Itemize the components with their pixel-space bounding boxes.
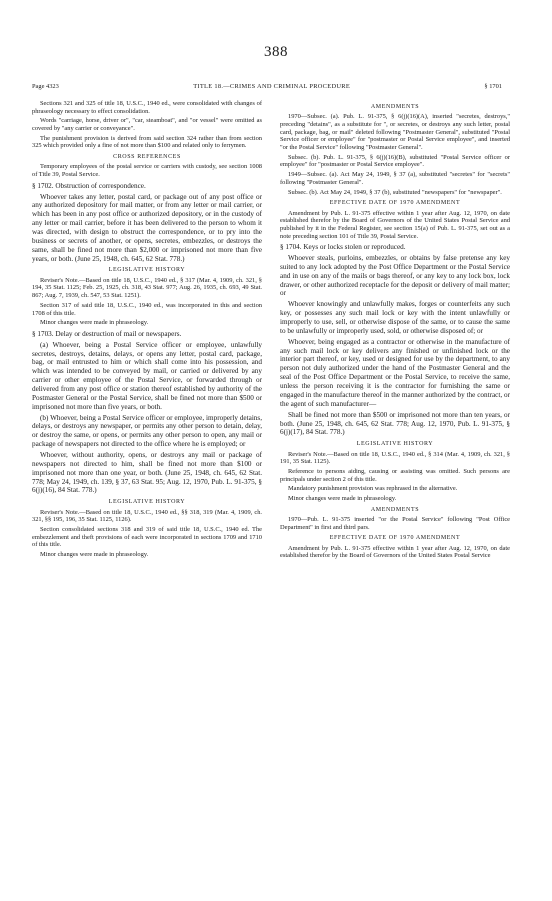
- header-section-ref: § 1701: [484, 83, 502, 90]
- note-paragraph: The punishment provision is derived from said section 324 rather than from section 325 which provided only a fine of not more than $100 and related only to ferrymen.: [32, 134, 262, 150]
- note-paragraph: 1970—Pub. L. 91-375 inserted "or the Postal Service" following "Post Office Department" in first and third pars.: [280, 515, 510, 531]
- subheading: AMENDMENTS: [370, 506, 420, 513]
- note-paragraph: Reviser's Note.—Based on title 18, U.S.C., 1940 ed., § 317 (Mar. 4, 1909, ch. 321, § 194, 35 Stat. 1125; Feb. 25, 1925, ch. 318, 43 Stat. 977; Aug. 26, 1935, ch. 693, 49 Stat. 867; Aug. 7, 1939, ch. 547, 53 Stat. 1251).: [32, 276, 262, 300]
- subheading: EFFECTIVE DATE OF 1970 AMENDMENT: [329, 535, 461, 542]
- note-paragraph: Section 317 of said title 18, U.S.C., 1940 ed., was incorporated in this and section 1708 of this title.: [32, 301, 262, 317]
- running-header: [32, 83, 502, 90]
- statute-paragraph: Whoever takes any letter, postal card, or package out of any post office or any authorized depository for mail matter, or from any letter or mail carrier, or which has been in any post office or authorized depository, or in the custody of any letter or mail carrier, before it has been delivered to the person to whom it was directed, with design to obstruct the correspondence, or to pry into the business or secrets of another, or opens, secretes, embezzles, or destroys the same, shall be fined not more than $2,000 or imprisoned not more than five years, or both. (June 25, 1948, ch. 645, 62 Stat. 778.): [32, 192, 262, 263]
- subheading: LEGISLATIVE HISTORY: [356, 441, 434, 448]
- section-heading: § 1702. Obstruction of correspondence.: [32, 181, 146, 190]
- section-heading: § 1704. Keys or locks stolen or reproduced.: [280, 243, 406, 252]
- right-column: [280, 100, 510, 562]
- note-paragraph: Subsec. (b). Act May 24, 1949, § 37 (b), substituted "newspapers" for "newspaper".: [288, 188, 502, 196]
- statute-paragraph: Shall be fined not more than $500 or imprisoned not more than ten years, or both. (June 25, 1948, ch. 645, 62 Stat. 778; Aug. 12, 1970, Pub. L. 91-375, § 6(j)(17), 84 Stat. 778.): [280, 410, 510, 437]
- note-paragraph: Amendment by Pub. L. 91-375 effective within 1 year after Aug. 12, 1970, on date established therefor by the Board of Governors of the United States Postal Service and published by it in the Federal Register, see section 15(a) of Pub. L. 91-375, set out as a note preceding section 101 of Title 39, Postal Service.: [280, 209, 510, 240]
- note-paragraph: Sections 321 and 325 of title 18, U.S.C., 1940 ed., were consolidated with changes of phraseology necessary to effect consolidation.: [32, 100, 262, 115]
- note-paragraph: Minor changes were made in phraseology.: [40, 319, 149, 327]
- note-paragraph: Reference to persons aiding, causing or assisting was omitted. Such persons are principals under section 2 of this title.: [280, 467, 510, 483]
- header-title: TITLE 18.—CRIMES AND CRIMINAL PROCEDURE: [193, 83, 351, 90]
- statute-paragraph: (b) Whoever, being a Postal Service officer or employee, improperly detains, delays, or destroys any newspaper, or permits any other person to detain, delay, or destroy the same, or opens, or permits any other person to open, any mail or package of newspapers not directed to the office where he is employed; or: [32, 413, 262, 449]
- note-paragraph: Minor changes were made in phraseology.: [288, 494, 397, 502]
- note-paragraph: Amendment by Pub. L. 91-375 effective within 1 year after Aug. 12, 1970, on date established therefor by the Board of Governors of the United States Postal Service: [280, 544, 510, 560]
- section-heading: § 1703. Delay or destruction of mail or newspapers.: [32, 329, 182, 338]
- subheading: LEGISLATIVE HISTORY: [108, 267, 186, 274]
- statute-paragraph: Whoever steals, purloins, embezzles, or obtains by false pretense any key suited to any lock adopted by the Post Office Department or the Postal Service and in use on any of the mails or bags thereof, or any key to any lock box, lock drawer, or other authorized receptacle for the deposit or delivery of mail matter; or: [280, 254, 510, 298]
- note-paragraph: Reviser's Note.—Based on title 18, U.S.C., 1940 ed., § 314 (Mar. 4, 1909, ch. 321, § 191, 35 Stat. 1125).: [280, 450, 510, 466]
- subheading: AMENDMENTS: [370, 104, 420, 110]
- note-paragraph: Minor changes were made in phraseology.: [40, 551, 149, 559]
- note-paragraph: Words "carriage, horse, driver or", "car, steamboat", and "or vessel" were omitted as covered by "any carrier or conveyance".: [32, 117, 262, 133]
- note-paragraph: 1949—Subsec. (a). Act May 24, 1949, § 37 (a), substituted "secretes" for "secrets" following "Postmaster General".: [280, 171, 510, 186]
- note-paragraph: Reviser's Note.—Based on title 18, U.S.C., 1940 ed., §§ 318, 319 (Mar. 4, 1909, ch. 321, §§ 195, 196, 35 Stat. 1125, 1126).: [32, 508, 262, 524]
- subheading: LEGISLATIVE HISTORY: [108, 499, 186, 506]
- left-column: [32, 100, 262, 561]
- note-paragraph: Mandatory punishment provision was rephrased in the alternative.: [288, 485, 458, 493]
- page-number: 388: [264, 44, 288, 60]
- note-paragraph: Subsec. (b). Pub. L. 91-375, § 6(j)(16)(B), substituted "Postal Service officer or employee" for "postmaster or Postal Service employee".: [280, 153, 510, 169]
- subheading: EFFECTIVE DATE OF 1970 AMENDMENT: [329, 200, 461, 207]
- statute-paragraph: Whoever, being engaged as a contractor or otherwise in the manufacture of any such mail lock or key delivers any finished or unfinished lock or the interior part thereof, or key, used or designed for use by the department, to any person not duly authorized under the hand of the Postmaster General and the seal of the Post Office Department or the Postal Service, to receive the same, unless the person receiving it is the contractor for furnishing the same or engaged in the manufacture thereof in the manner authorized by the contract, or the agent of such manufacturer—: [280, 337, 510, 408]
- statute-paragraph: Whoever, without authority, opens, or destroys any mail or package of newspapers not directed to him, shall be fined not more than $100 or imprisoned not more than one year, or both. (June 25, 1948, ch. 645, 62 Stat. 778; May 24, 1949, ch. 139, § 37, 63 Stat. 95; Aug. 12, 1970, Pub. L. 91-375, § 6(j)(16), 84 Stat. 778.): [32, 451, 262, 495]
- note-paragraph: 1970—Subsec. (a). Pub. L. 91-375, § 6(j)(16)(A), inserted "secretes, destroys," preceding "detains", as a substitute for ", or secretes, or destroys any such letter, postal card, package, bag, or mail" deleted following "Postmaster General", substituted "Postal Service officer or employee" for "postmaster or Postal Service employee", and inserted "or the Postal Service" following "Postmaster General".: [280, 113, 510, 152]
- header-page-ref: Page 4323: [32, 83, 59, 90]
- statute-paragraph: (a) Whoever, being a Postal Service officer or employee, unlawfully secretes, destroys, detains, delays, or opens any letter, postal card, package, bag, or mail entrusted to him or which shall come into his possession, and which was intended to be conveyed by mail, or carried or delivered by any carrier or other employee of the Postal Service, or forwarded through or delivered from any post office or station thereof established by authority of the Postmaster General or the Postal Service, shall be fined not more than $500 or imprisoned not more than five years, or both.: [32, 340, 262, 411]
- statute-paragraph: Whoever knowingly and unlawfully makes, forges or counterfeits any such key, or possesses any such mail lock or key with the intent unlawfully or improperly to use, sell, or otherwise dispose of the same, or to cause the same to be unlawfully or improperly used, sold, or otherwise disposed of; or: [280, 300, 510, 335]
- note-paragraph: Temporary employees of the postal service or carriers with custody, see section 1008 of Title 39, Postal Service.: [32, 163, 262, 179]
- note-paragraph: Section consolidated sections 318 and 319 of said title 18, U.S.C., 1940 ed. The embezzlement and theft provisions of each were incorporated in sections 1709 and 1710 of this title.: [32, 525, 262, 549]
- subheading: CROSS REFERENCES: [113, 154, 181, 161]
